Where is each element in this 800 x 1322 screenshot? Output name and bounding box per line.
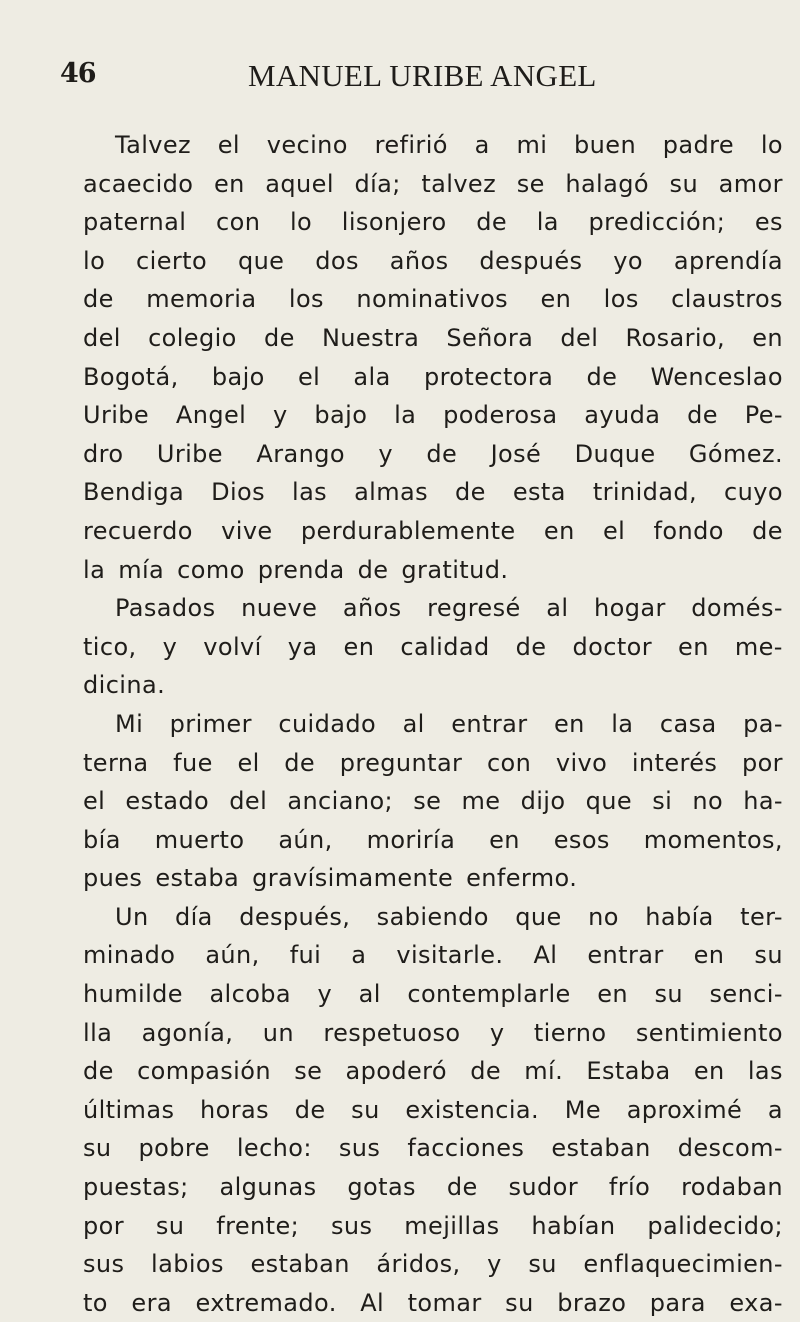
word: su — [83, 1134, 112, 1163]
text-line — [83, 1091, 783, 1130]
word: amor — [718, 169, 783, 198]
word: memoria — [146, 285, 257, 314]
word: de — [515, 632, 547, 661]
word: refirió — [374, 131, 448, 159]
body-text — [83, 126, 783, 1322]
word: últimas — [83, 1095, 175, 1124]
text-line — [83, 512, 783, 551]
word: doctor — [572, 632, 652, 661]
text-line — [83, 358, 783, 397]
text-line — [83, 1245, 783, 1284]
word: respetuoso — [323, 1018, 461, 1047]
word: su — [528, 1250, 557, 1279]
word: labios — [151, 1250, 224, 1279]
word: y — [487, 1250, 502, 1279]
word: frío — [608, 1173, 651, 1202]
word: frente; — [216, 1211, 300, 1240]
word: tico, — [83, 632, 137, 661]
word: al — [546, 594, 569, 623]
word: las — [292, 478, 328, 507]
word: Al — [360, 1288, 385, 1317]
text-line — [83, 1284, 783, 1322]
word: Un — [115, 902, 149, 931]
word: su — [155, 1211, 185, 1240]
word: no — [692, 787, 724, 816]
word: de — [83, 285, 114, 314]
word: lo — [760, 131, 783, 159]
text-line — [83, 1168, 783, 1207]
word: la — [536, 208, 559, 237]
word: calidad — [400, 632, 490, 661]
word: su — [351, 1095, 380, 1124]
word: Gómez. — [688, 439, 783, 468]
word: contemplarle — [407, 980, 571, 1009]
text-line — [83, 936, 783, 975]
word: Wenceslao — [650, 362, 783, 391]
word: ha- — [743, 787, 783, 816]
word: moriría — [366, 825, 456, 854]
word: después — [479, 246, 583, 275]
word: no — [588, 902, 619, 931]
word: se — [294, 1057, 323, 1086]
word: había — [645, 902, 714, 931]
word: vecino — [266, 131, 348, 159]
word: predicción; — [588, 208, 726, 237]
text-line — [83, 859, 783, 898]
word: puestas; — [83, 1173, 189, 1202]
word: volví — [203, 632, 262, 661]
word: minado — [83, 941, 176, 970]
text-line — [83, 1207, 783, 1246]
word: estaba — [155, 864, 240, 893]
word: exa- — [729, 1288, 783, 1317]
word: las — [747, 1057, 783, 1086]
word: esos — [553, 825, 610, 854]
word: en — [693, 941, 725, 970]
word: Al — [533, 941, 558, 970]
word: fondo — [653, 516, 724, 545]
word: Angel — [175, 401, 247, 430]
word: nominativos — [356, 285, 509, 314]
word: día — [174, 902, 213, 931]
word: protectora — [423, 362, 554, 391]
word: fue — [173, 748, 213, 777]
text-line — [83, 319, 783, 358]
word: los — [288, 285, 324, 314]
text-line — [83, 203, 783, 242]
word: a — [351, 941, 367, 970]
word: lecho: — [236, 1134, 312, 1163]
word: existencia. — [405, 1095, 540, 1124]
word: primer — [169, 709, 252, 738]
word: recuerdo — [83, 516, 193, 545]
word: la — [394, 401, 417, 430]
word: casa — [659, 709, 717, 738]
word: años — [389, 246, 449, 275]
word: de — [470, 1057, 502, 1086]
word: en — [540, 285, 572, 314]
word: hogar — [594, 594, 666, 623]
word: su — [754, 941, 783, 970]
word: pa- — [743, 709, 783, 738]
word: a — [767, 1095, 783, 1124]
word: humilde — [83, 980, 183, 1009]
word: de — [455, 478, 486, 507]
word: de — [294, 1095, 326, 1124]
word: de — [752, 516, 783, 545]
text-line — [83, 435, 783, 474]
running-title: MANUEL URIBE ANGEL — [248, 58, 597, 93]
word: mi — [516, 131, 548, 159]
word: de — [476, 208, 508, 237]
word: to — [83, 1288, 108, 1317]
word: el — [603, 516, 626, 545]
word: padre — [662, 131, 735, 159]
word: en — [678, 632, 709, 661]
word: la — [611, 709, 634, 738]
word: preguntar — [339, 748, 463, 777]
word: aquel — [265, 169, 334, 198]
word: en — [597, 980, 628, 1009]
word: de — [263, 323, 295, 352]
word: interés — [631, 748, 718, 777]
word: para — [649, 1288, 706, 1317]
word: aún, — [278, 825, 333, 854]
text-line — [83, 898, 783, 937]
word: y — [317, 980, 333, 1009]
word: cuyo — [724, 478, 783, 507]
word: sudor — [508, 1173, 579, 1202]
word: de — [687, 401, 718, 430]
text-line — [83, 589, 783, 628]
word: con — [486, 748, 532, 777]
word: perdurablemente — [300, 516, 516, 545]
word: fui — [289, 941, 322, 970]
word: bajo — [314, 401, 368, 430]
text-line — [83, 1129, 783, 1168]
word: sentimiento — [635, 1018, 783, 1047]
text-line — [83, 782, 783, 821]
word: después, — [239, 902, 351, 931]
word: yo — [613, 246, 643, 275]
word: sus — [338, 1134, 381, 1163]
word: aproximé — [626, 1095, 743, 1124]
word: enfermo. — [466, 864, 578, 893]
word: habían — [531, 1211, 616, 1240]
word: brazo — [557, 1288, 627, 1317]
word: talvez — [421, 169, 497, 198]
word: que — [585, 787, 633, 816]
word: sabiendo — [376, 902, 489, 931]
word: descom- — [677, 1134, 783, 1163]
text-line — [83, 280, 783, 319]
word: visitarle. — [396, 941, 504, 970]
word: compasión — [137, 1057, 271, 1086]
word: como — [177, 555, 245, 584]
word: Uribe — [156, 439, 223, 468]
word: los — [603, 285, 639, 314]
word: lo — [289, 208, 313, 237]
word: me- — [734, 632, 783, 661]
word: mía — [118, 555, 165, 584]
word: Estaba — [586, 1057, 671, 1086]
word: aún, — [205, 941, 260, 970]
word: Nuestra — [321, 323, 420, 352]
word: estaban — [250, 1250, 350, 1279]
word: prenda — [257, 555, 345, 584]
word: estado — [125, 787, 210, 816]
word: regresé — [427, 594, 521, 623]
word: Uribe — [83, 401, 150, 430]
word: al — [358, 980, 381, 1009]
word: se — [413, 787, 442, 816]
word: Bendiga — [83, 478, 185, 507]
word: mí. — [524, 1057, 564, 1086]
text-line — [83, 821, 783, 860]
word: poderosa — [443, 401, 558, 430]
word: pues — [83, 864, 143, 893]
word: tomar — [407, 1288, 482, 1317]
word: esta — [512, 478, 566, 507]
word: entrar — [451, 709, 528, 738]
word: en — [693, 1057, 725, 1086]
word: Pasados — [115, 594, 216, 623]
word: entrar — [587, 941, 664, 970]
word: vive — [221, 516, 273, 545]
word: lo — [83, 246, 106, 275]
word: en — [489, 825, 520, 854]
word: y — [162, 632, 178, 661]
word: senci- — [709, 980, 783, 1009]
text-line — [83, 705, 783, 744]
word: algunas — [219, 1173, 317, 1202]
word: el — [297, 362, 321, 391]
word: enflaquecimien- — [583, 1250, 783, 1279]
word: lisonjero — [341, 208, 447, 237]
word: Talvez — [115, 131, 192, 159]
word: con — [216, 208, 261, 237]
word: la — [83, 555, 106, 584]
word: Mi — [115, 709, 144, 738]
word: de — [83, 1057, 114, 1086]
word: paternal — [83, 208, 187, 237]
word: domés- — [691, 594, 783, 623]
word: palidecido; — [647, 1211, 783, 1240]
word: trinidad, — [592, 478, 698, 507]
text-line — [83, 473, 783, 512]
word: ter- — [740, 902, 783, 931]
word: y — [378, 439, 393, 468]
word: almas — [354, 478, 429, 507]
word: gratitud. — [401, 555, 509, 584]
word: se — [516, 169, 545, 198]
word: en — [343, 632, 375, 661]
word: bajo — [211, 362, 265, 391]
text-line — [83, 396, 783, 435]
word: en — [553, 709, 585, 738]
word: de — [284, 748, 316, 777]
word: años — [342, 594, 402, 623]
word: su — [669, 169, 699, 198]
text-line — [83, 744, 783, 783]
word: terna — [83, 748, 149, 777]
text-line — [83, 975, 783, 1014]
text-line — [83, 126, 783, 165]
word: gotas — [347, 1173, 416, 1202]
text-line — [83, 1052, 783, 1091]
word: bía — [83, 825, 121, 854]
word: un — [262, 1018, 294, 1047]
word: mejillas — [404, 1211, 500, 1240]
word: en — [752, 323, 783, 352]
word: y — [489, 1018, 505, 1047]
word: día; — [354, 169, 401, 198]
word: a — [474, 131, 490, 159]
word: anciano; — [287, 787, 394, 816]
word: sus — [83, 1250, 125, 1279]
text-line — [83, 551, 783, 590]
word: sus — [330, 1211, 373, 1240]
word: dicina. — [83, 671, 166, 700]
word: horas — [200, 1095, 270, 1124]
word: Señora — [446, 323, 534, 352]
word: de — [426, 439, 458, 468]
word: claustros — [671, 285, 783, 314]
word: su — [505, 1288, 534, 1317]
word: halagó — [565, 169, 649, 198]
word: cierto — [136, 246, 208, 275]
word: del — [229, 787, 268, 816]
word: el — [83, 787, 106, 816]
word: ala — [353, 362, 391, 391]
word: ayuda — [584, 401, 661, 430]
text-line — [83, 666, 783, 705]
word: si — [652, 787, 673, 816]
word: Arango — [256, 439, 345, 468]
word: facciones — [407, 1134, 525, 1163]
word: dro — [83, 439, 124, 468]
word: cuidado — [278, 709, 377, 738]
word: extremado. — [195, 1288, 337, 1317]
word: aprendía — [673, 246, 783, 275]
word: el — [217, 131, 240, 159]
word: Duque — [574, 439, 656, 468]
word: Rosario, — [625, 323, 726, 352]
word: era — [131, 1288, 172, 1317]
word: Me — [564, 1095, 602, 1124]
word: nueve — [241, 594, 318, 623]
word: pobre — [138, 1134, 210, 1163]
word: es — [754, 208, 783, 237]
word: dos — [315, 246, 359, 275]
word: rodaban — [681, 1173, 783, 1202]
word: vivo — [555, 748, 608, 777]
word: Pe- — [744, 401, 783, 430]
word: José — [490, 439, 542, 468]
word: Dios — [211, 478, 266, 507]
word: colegio — [148, 323, 237, 352]
word: de — [357, 555, 389, 584]
word: de — [586, 362, 618, 391]
word: acaecido — [83, 169, 194, 198]
word: gravísimamente — [252, 864, 454, 893]
word: en — [543, 516, 575, 545]
word: dijo — [520, 787, 566, 816]
word: apoderó — [345, 1057, 447, 1086]
word: del — [560, 323, 599, 352]
word: áridos, — [376, 1250, 461, 1279]
text-line — [83, 628, 783, 667]
page-number: 46 — [60, 58, 96, 89]
word: muerto — [154, 825, 245, 854]
word: estaban — [551, 1134, 651, 1163]
word: al — [402, 709, 425, 738]
word: de — [446, 1173, 478, 1202]
text-line — [83, 1014, 783, 1053]
word: del — [83, 323, 121, 352]
word: ya — [287, 632, 318, 661]
text-line — [83, 242, 783, 281]
word: momentos, — [643, 825, 783, 854]
word: el — [237, 748, 260, 777]
word: Bogotá, — [83, 362, 179, 391]
running-header — [0, 58, 800, 94]
word: y — [273, 401, 288, 430]
text-line — [83, 165, 783, 204]
word: buen — [574, 131, 637, 159]
word: agonía, — [141, 1018, 234, 1047]
word: alcoba — [209, 980, 292, 1009]
word: que — [237, 246, 285, 275]
word: tierno — [533, 1018, 607, 1047]
word: lla — [83, 1018, 113, 1047]
word: me — [461, 787, 501, 816]
word: que — [515, 902, 562, 931]
word: por — [741, 748, 783, 777]
word: su — [654, 980, 683, 1009]
word: por — [83, 1211, 124, 1240]
word: en — [213, 169, 245, 198]
